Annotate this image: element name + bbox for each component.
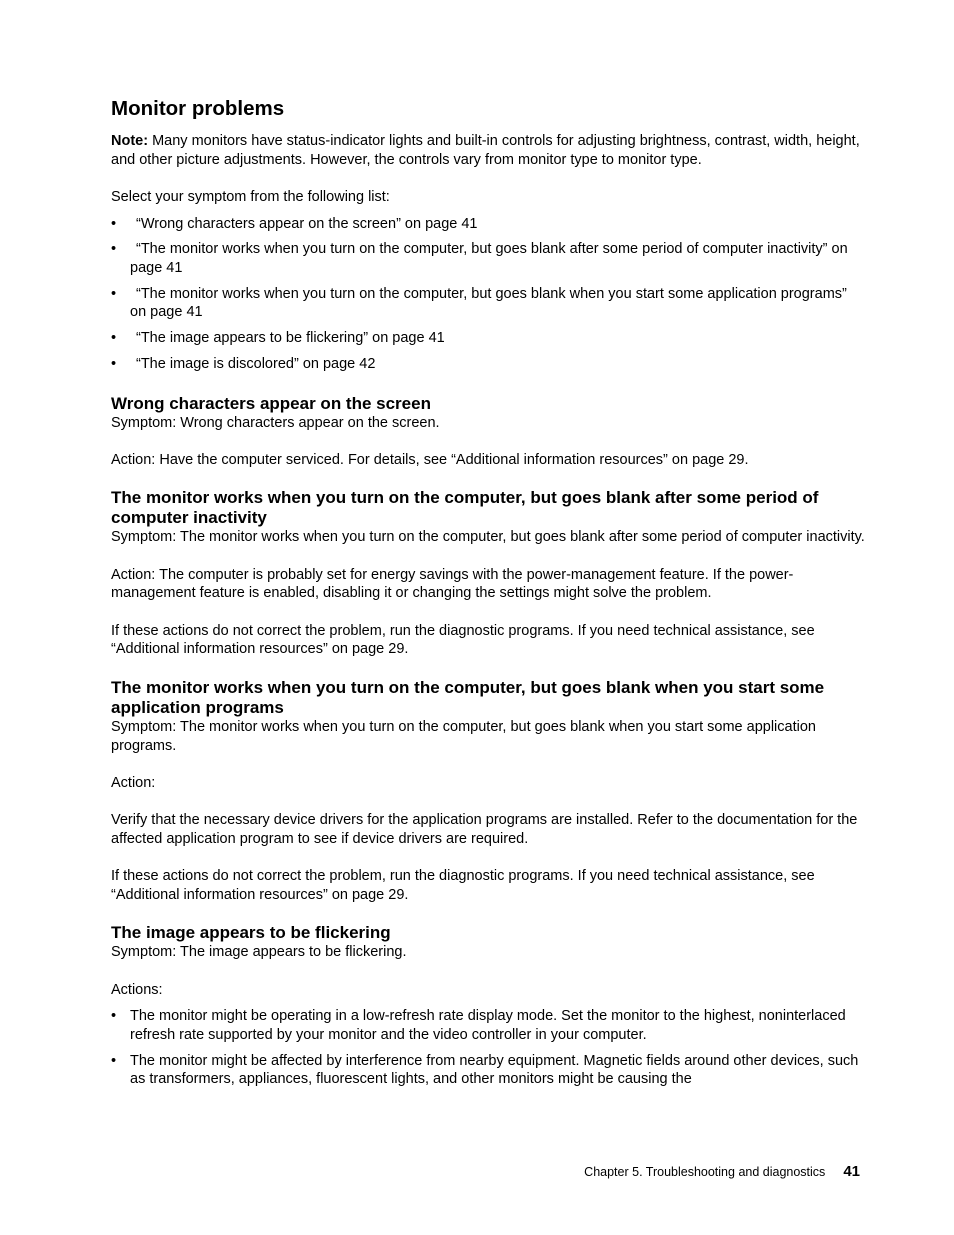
section-heading: The monitor works when you turn on the computer, but goes blank after some period of computer inactivity <box>111 488 819 528</box>
section-heading: Wrong characters appear on the screen <box>111 393 431 413</box>
followup-text: If these actions do not correct the problem, run the diagnostic programs. If you need technical assistance, see “Additional information resources” on page 29. <box>111 622 815 658</box>
actions-list <box>111 1007 866 1089</box>
action-text: Action: <box>111 774 156 791</box>
bullet-icon: • <box>111 330 117 347</box>
symptom-link-blank-inactivity[interactable]: “The monitor works when you turn on the computer, but goes blank after some period of computer inactivity” on page 41 <box>130 241 848 277</box>
list-item <box>111 1052 866 1089</box>
bullet-icon: • <box>111 285 117 302</box>
symptom-text: Symptom: The monitor works when you turn on the computer, but goes blank when you start some application programs. <box>111 718 816 754</box>
list-item[interactable] <box>111 215 866 234</box>
symptom-link-discolored[interactable]: “The image is discolored” on page 42 <box>136 355 376 372</box>
note-text: Many monitors have status-indicator lights and built-in controls for adjusting brightness, contrast, width, height, and other picture adjustments. However, the controls vary from monitor type to monitor type. <box>111 133 860 168</box>
list-item[interactable] <box>111 355 866 374</box>
footer-chapter: Chapter 5. Troubleshooting and diagnostics <box>584 1165 826 1179</box>
action-text: Action: Have the computer serviced. For details, see “Additional information resources” on page 29. <box>111 451 749 468</box>
action-text: Action: The computer is probably set for energy savings with the power-management feature. If the power-management feature is enabled, disabling it or changing the settings might solve the problem. <box>111 566 794 602</box>
symptom-list <box>111 215 866 374</box>
note-label: Note: <box>111 133 149 149</box>
action-item-text: The monitor might be affected by interference from nearby equipment. Magnetic fields around other devices, such as transformers, appliances, fluorescent lights, and other monitors might be causing the <box>130 1052 859 1088</box>
bullet-icon: • <box>111 215 117 232</box>
list-item[interactable] <box>111 240 866 277</box>
document-page <box>111 96 866 1096</box>
section-blank-inactivity <box>111 488 866 659</box>
detail-text: Verify that the necessary device drivers for the application programs are installed. Refer to the documentation for the affected application program to see if device drivers are required. <box>111 812 858 847</box>
symptom-text: Symptom: Wrong characters appear on the screen. <box>111 414 440 431</box>
bullet-icon: • <box>111 355 117 372</box>
list-item[interactable] <box>111 285 866 322</box>
bullet-icon: • <box>111 241 117 258</box>
page-number: 41 <box>843 1163 860 1180</box>
section-wrong-chars <box>111 394 866 470</box>
list-item[interactable] <box>111 329 866 348</box>
bullet-icon: • <box>111 1008 117 1025</box>
section-flicker <box>111 923 866 1089</box>
list-item <box>111 1007 866 1044</box>
symptom-text: Symptom: The image appears to be flickering. <box>111 944 407 961</box>
section-blank-apps <box>111 678 866 904</box>
symptom-link-flicker[interactable]: “The image appears to be flickering” on page 41 <box>136 330 445 347</box>
intro-text: Select your symptom from the following list: <box>111 188 390 205</box>
action-item-text: The monitor might be operating in a low-refresh rate display mode. Set the monitor to the highest, noninterlaced refresh rate supported by your monitor and the video controller in your computer. <box>130 1008 846 1043</box>
bullet-icon: • <box>111 1052 117 1069</box>
symptom-text: Symptom: The monitor works when you turn on the computer, but goes blank after some period of computer inactivity. <box>111 529 865 546</box>
page-title: Monitor problems <box>111 97 285 120</box>
followup-text: If these actions do not correct the problem, run the diagnostic programs. If you need technical assistance, see “Additional information resources” on page 29. <box>111 867 815 903</box>
section-heading: The monitor works when you turn on the computer, but goes blank when you start some application programs <box>111 677 825 717</box>
page-footer <box>584 1163 860 1180</box>
note-paragraph <box>111 132 866 169</box>
actions-label: Actions: <box>111 981 163 998</box>
section-heading: The image appears to be flickering <box>111 923 391 943</box>
symptom-link-wrong-chars[interactable]: “Wrong characters appear on the screen” on page 41 <box>136 215 478 232</box>
symptom-link-blank-apps[interactable]: “The monitor works when you turn on the computer, but goes blank when you start some application programs” on page 41 <box>130 285 847 321</box>
